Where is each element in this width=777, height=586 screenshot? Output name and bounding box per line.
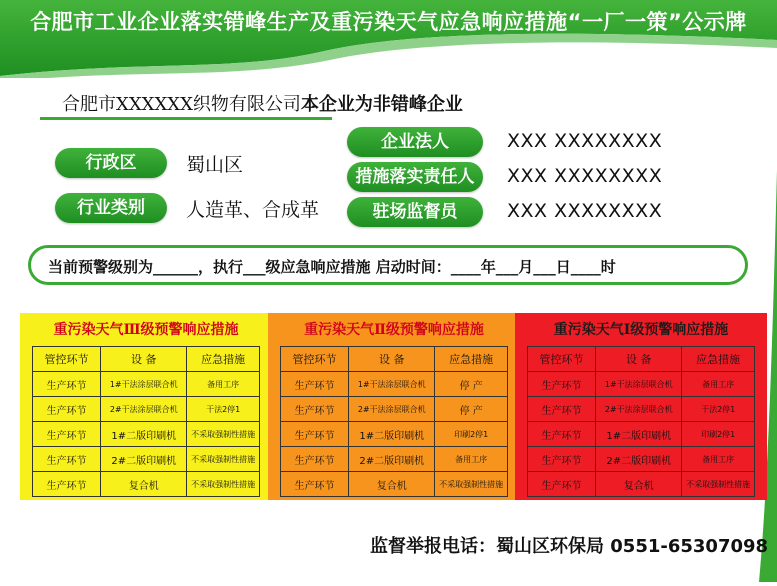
field-label-industry: 行业类别 [55, 193, 167, 223]
footer-phone: 0551-65307098 [610, 536, 769, 557]
table-row [528, 422, 755, 447]
table-cell: 2#二版印刷机 [349, 447, 435, 472]
field-value-district: 蜀山区 [186, 154, 244, 176]
table-cell: 干法2停1 [682, 397, 755, 422]
panel-level-1 [515, 313, 767, 500]
table-cell: 备用工序 [187, 372, 260, 397]
header-cell: 管控环节 [281, 347, 349, 372]
table-header-row [528, 347, 755, 372]
panel-title: 重污染天气Ⅱ级预警响应措施 [304, 322, 484, 338]
panel-table [280, 346, 508, 497]
company-status: 本企业为非错峰企业 [300, 94, 463, 115]
table-cell: 生产环节 [281, 397, 349, 422]
field-label-legal-person: 企业法人 [347, 127, 483, 157]
footer-hotline [370, 532, 768, 558]
table-cell: 干法2停1 [187, 397, 260, 422]
table-row [281, 372, 508, 397]
field-value-supervisor: XXX XXXXXXXX [507, 200, 663, 222]
panel-level-2 [268, 313, 520, 500]
table-header-row [281, 347, 508, 372]
header-cell: 设 备 [101, 347, 187, 372]
table-row [281, 447, 508, 472]
header-cell: 管控环节 [528, 347, 596, 372]
header-cell: 应急措施 [682, 347, 755, 372]
table-cell: 停 产 [435, 397, 508, 422]
table-row [528, 472, 755, 497]
field-label-district: 行政区 [55, 148, 167, 178]
page-title: 合肥市工业企业落实错峰生产及重污染天气应急响应措施“一厂一策”公示牌 [30, 10, 747, 34]
table-row [33, 447, 260, 472]
table-cell: 2#二版印刷机 [101, 447, 187, 472]
table-cell: 生产环节 [528, 397, 596, 422]
table-cell: 印刷2停1 [682, 422, 755, 447]
header-cell: 管控环节 [33, 347, 101, 372]
table-row [528, 447, 755, 472]
table-cell: 1#干法涂层联合机 [349, 372, 435, 397]
table-cell: 生产环节 [528, 422, 596, 447]
table-row [33, 397, 260, 422]
table-cell: 2#干法涂层联合机 [349, 397, 435, 422]
panel-table [527, 346, 755, 497]
table-cell: 生产环节 [33, 422, 101, 447]
table-header-row [33, 347, 260, 372]
table-cell: 生产环节 [33, 372, 101, 397]
table-cell: 不采取强制性措施 [187, 422, 260, 447]
table-cell: 生产环节 [281, 472, 349, 497]
table-cell: 1#二版印刷机 [596, 422, 682, 447]
table-cell: 备用工序 [435, 447, 508, 472]
table-cell: 生产环节 [33, 472, 101, 497]
table-row [281, 472, 508, 497]
table-cell: 不采取强制性措施 [187, 472, 260, 497]
table-cell: 复合机 [596, 472, 682, 497]
table-cell: 1#二版印刷机 [101, 422, 187, 447]
field-value-legal-person: XXX XXXXXXXX [507, 130, 663, 152]
field-label-supervisor: 驻场监督员 [347, 197, 483, 227]
table-cell: 复合机 [101, 472, 187, 497]
table-cell: 1#二版印刷机 [349, 422, 435, 447]
table-cell: 备用工序 [682, 372, 755, 397]
table-cell: 生产环节 [281, 447, 349, 472]
table-row [528, 372, 755, 397]
table-cell: 不采取强制性措施 [187, 447, 260, 472]
field-value-industry: 人造革、合成革 [186, 199, 320, 221]
header-cell: 应急措施 [187, 347, 260, 372]
table-cell: 生产环节 [528, 472, 596, 497]
table-cell: 1#干法涂层联合机 [596, 372, 682, 397]
panel-title: 重污染天气Ⅰ级预警响应措施 [553, 322, 729, 338]
table-row [33, 422, 260, 447]
table-cell: 生产环节 [281, 372, 349, 397]
table-cell: 2#二版印刷机 [596, 447, 682, 472]
header-cell: 应急措施 [435, 347, 508, 372]
header-cell: 设 备 [596, 347, 682, 372]
table-cell: 复合机 [349, 472, 435, 497]
table-row [33, 472, 260, 497]
panel-table [32, 346, 260, 497]
field-value-responsible: XXX XXXXXXXX [507, 165, 663, 187]
table-cell: 生产环节 [528, 372, 596, 397]
table-cell: 停 产 [435, 372, 508, 397]
company-name: 合肥市XXXXXX织物有限公司 [62, 94, 301, 115]
table-cell: 生产环节 [281, 422, 349, 447]
company-underline [40, 117, 332, 120]
table-cell: 生产环节 [33, 397, 101, 422]
alert-line: 当前预警级别为______，执行___级应急响应措施 启动时间：____年___月___日____时 [48, 258, 616, 276]
table-cell: 生产环节 [33, 447, 101, 472]
table-cell: 备用工序 [682, 447, 755, 472]
table-cell: 2#干法涂层联合机 [596, 397, 682, 422]
table-row [528, 397, 755, 422]
table-cell: 不采取强制性措施 [682, 472, 755, 497]
table-row [33, 372, 260, 397]
table-row [281, 422, 508, 447]
table-cell: 不采取强制性措施 [435, 472, 508, 497]
footer-label: 监督举报电话：蜀山区环保局 [370, 536, 604, 557]
panel-title: 重污染天气Ⅲ级预警响应措施 [53, 322, 239, 338]
table-cell: 1#干法涂层联合机 [101, 372, 187, 397]
table-cell: 生产环节 [528, 447, 596, 472]
table-cell: 印刷2停1 [435, 422, 508, 447]
company-line [62, 90, 463, 116]
field-label-responsible: 措施落实责任人 [347, 162, 483, 192]
table-cell: 2#干法涂层联合机 [101, 397, 187, 422]
table-row [281, 397, 508, 422]
panel-level-3 [20, 313, 272, 500]
header-cell: 设 备 [349, 347, 435, 372]
